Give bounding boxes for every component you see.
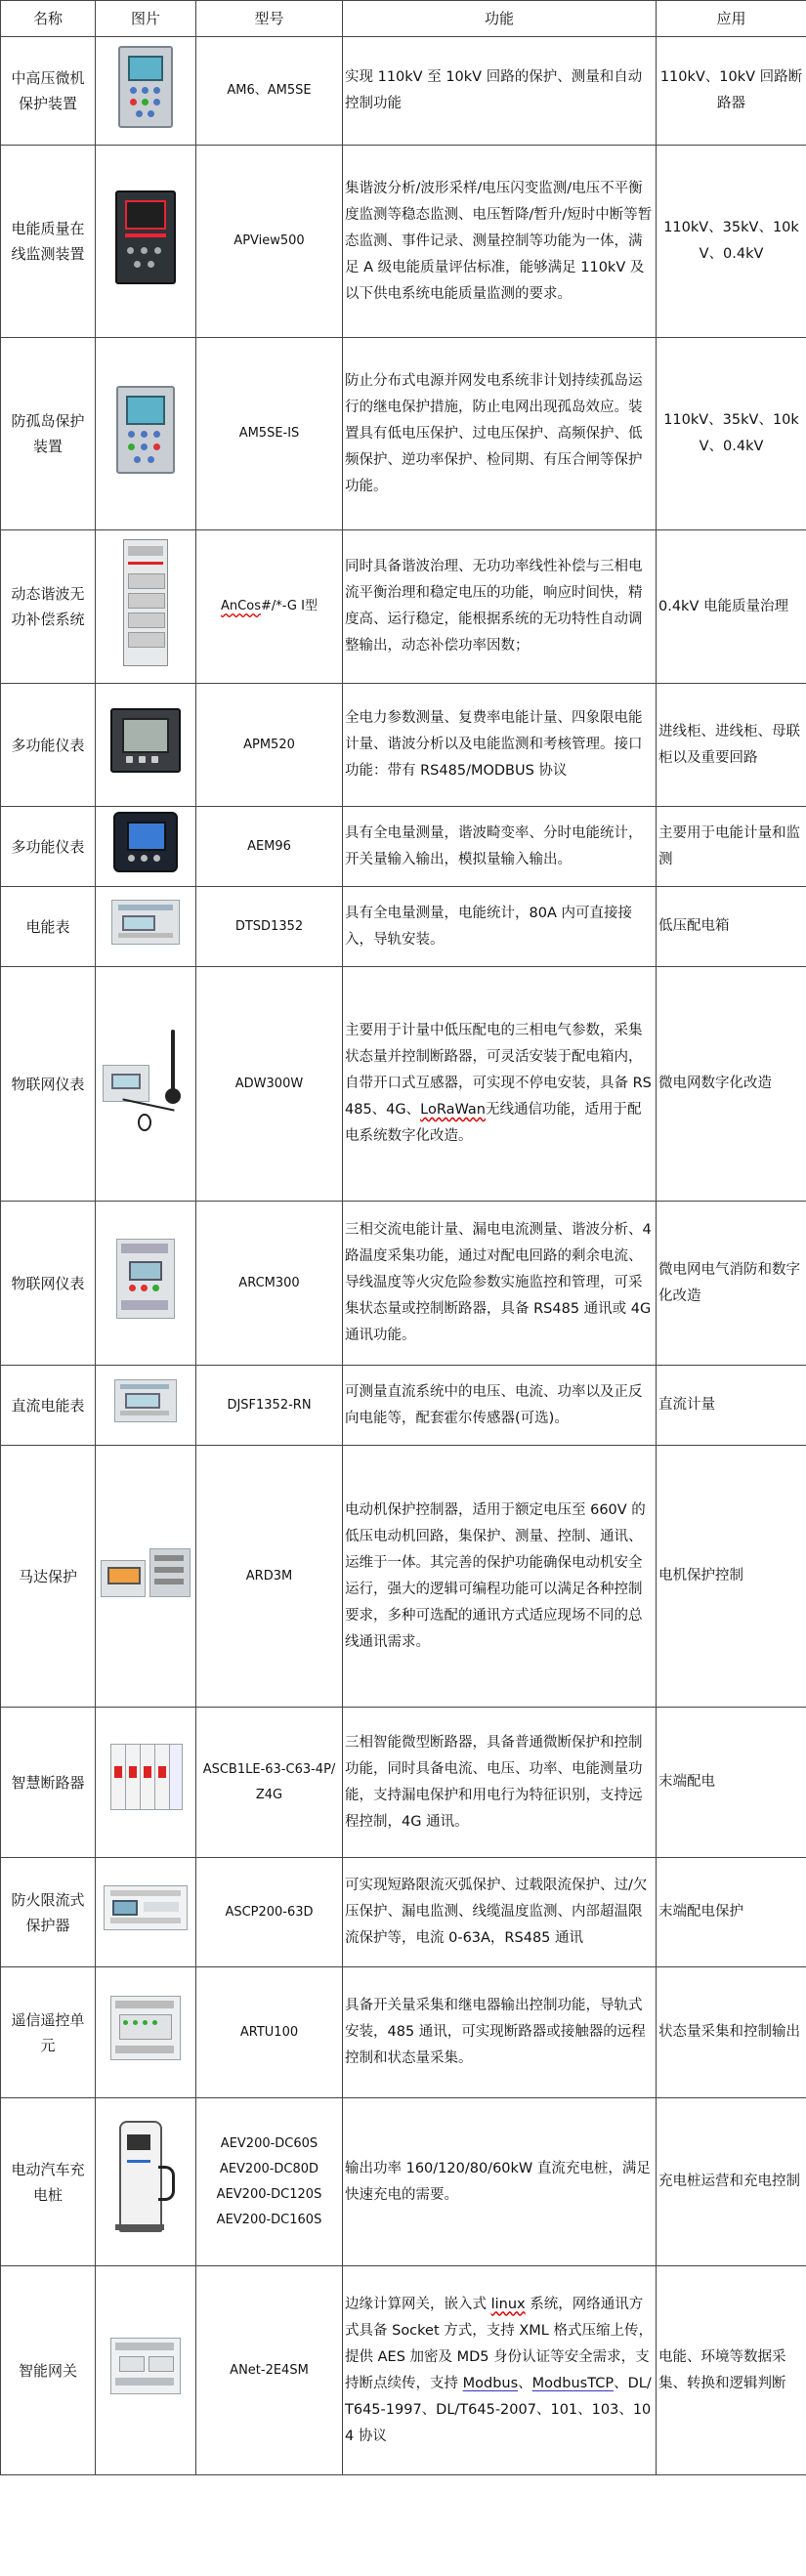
smart-breaker-icon bbox=[96, 1708, 196, 1858]
row-name: 物联网仪表 bbox=[1, 967, 96, 1202]
row-application: 主要用于电能计量和监测 bbox=[657, 807, 806, 887]
row-function: 具备开关量采集和继电器输出控制功能，导轨式安装，485 通讯，可实现断路器或接触器的远程控制和状态量采集。 bbox=[343, 1967, 657, 2098]
header-name: 名称 bbox=[1, 1, 96, 37]
dc-energy-meter-icon bbox=[96, 1366, 196, 1446]
current-limiting-protector-icon bbox=[96, 1858, 196, 1967]
row-function: 三相交流电能计量、漏电电流测量、谐波分析、4 路温度采集功能，通过对配电回路的剩余电流、导线温度等火灾危险参数实施监控和管理，可采集状态量或控制断路器，具备 RS485 通讯或 4G 通讯功能。 bbox=[343, 1202, 657, 1366]
row-name: 智慧断路器 bbox=[1, 1708, 96, 1858]
row-function bbox=[343, 2266, 657, 2475]
header-function: 功能 bbox=[343, 1, 657, 37]
row-model: ARD3M bbox=[196, 1446, 343, 1708]
model-line: AEV200-DC160S bbox=[216, 2212, 322, 2227]
row-application: 末端配电保护 bbox=[657, 1858, 806, 1967]
row-model: APView500 bbox=[196, 146, 343, 338]
row-application: 微电网电气消防和数字化改造 bbox=[657, 1202, 806, 1366]
row-model bbox=[196, 530, 343, 684]
model-line: AEV200-DC80D bbox=[219, 2161, 319, 2176]
row-function: 具有全电量测量，电能统计，80A 内可直接接入，导轨安装。 bbox=[343, 887, 657, 967]
table-row bbox=[1, 807, 806, 887]
row-function: 具有全电量测量，谐波畸变率、分时电能统计，开关量输入输出，模拟量输入输出。 bbox=[343, 807, 657, 887]
table-row bbox=[1, 1708, 806, 1858]
row-name: 多功能仪表 bbox=[1, 684, 96, 807]
row-function: 实现 110kV 至 10kV 回路的保护、测量和自动控制功能 bbox=[343, 37, 657, 146]
row-name: 电动汽车充电桩 bbox=[1, 2098, 96, 2266]
row-function: 可实现短路限流灭弧保护、过载限流保护、过/欠压保护、漏电监测、线缆温度监测、内部超温限流保护等，电流 0-63A，RS485 通讯 bbox=[343, 1858, 657, 1967]
row-model bbox=[196, 2098, 343, 2266]
row-name: 防火限流式保护器 bbox=[1, 1858, 96, 1967]
row-name: 多功能仪表 bbox=[1, 807, 96, 887]
arc-fault-monitor-icon bbox=[96, 1202, 196, 1366]
row-model: AM5SE-IS bbox=[196, 338, 343, 530]
row-application: 0.4kV 电能质量治理 bbox=[657, 530, 806, 684]
table-row bbox=[1, 1366, 806, 1446]
table-row bbox=[1, 1858, 806, 1967]
row-function: 同时具备谐波治理、无功功率线性补偿与三相电流平衡治理和稳定电压的功能，响应时间快，精度高、运行稳定，能根据系统的无功特性自动调整输出，动态补偿功率因数； bbox=[343, 530, 657, 684]
function-text: 、 bbox=[518, 2375, 532, 2391]
lorawan-term: LoRaWan bbox=[420, 1102, 486, 1118]
table-row bbox=[1, 684, 806, 807]
motor-protector-icon bbox=[96, 1446, 196, 1708]
row-name: 电能质量在线监测装置 bbox=[1, 146, 96, 338]
row-name: 物联网仪表 bbox=[1, 1202, 96, 1366]
row-name: 动态谐波无功补偿系统 bbox=[1, 530, 96, 684]
function-text: 系统，网络通讯方式具备 Socket 方式，支持 XML 格式压缩上传，提供 AES 加密及 MD5 身份认证等安全需求，支持断点续传，支持 bbox=[345, 2296, 653, 2391]
model-suffix: #/*-G Ⅰ型 bbox=[260, 599, 318, 613]
row-application: 充电桩运营和充电控制 bbox=[657, 2098, 806, 2266]
header-row bbox=[1, 1, 806, 37]
row-name: 直流电能表 bbox=[1, 1366, 96, 1446]
row-name: 马达保护 bbox=[1, 1446, 96, 1708]
function-text: 、DL/T645-1997、DL/T645-2007、101、103、104 协议 bbox=[345, 2375, 652, 2444]
row-application: 低压配电箱 bbox=[657, 887, 806, 967]
row-function: 全电力参数测量、复费率电能计量、四象限电能计量、谐波分析以及电能监测和考核管理。接口功能：带有 RS485/MODBUS 协议 bbox=[343, 684, 657, 807]
row-model: ASCB1LE-63-C63-4P/Z4G bbox=[196, 1708, 343, 1858]
row-function bbox=[343, 967, 657, 1202]
row-function: 集谐波分析/波形采样/电压闪变监测/电压不平衡度监测等稳态监测、电压暂降/暂升/短时中断等暂态监测、事件记录、测量控制等功能为一体，满足 A 级电能质量评估标准，能够满足 110kV 及以下供电系统电能质量监测的要求。 bbox=[343, 146, 657, 338]
anti-islanding-device-icon bbox=[96, 338, 196, 530]
power-quality-monitor-icon bbox=[96, 146, 196, 338]
row-model: ANet-2E4SM bbox=[196, 2266, 343, 2475]
smart-gateway-icon bbox=[96, 2266, 196, 2475]
row-function: 三相智能微型断路器，具备普通微断保护和控制功能，同时具备电流、电压、功率、电能测量功能，支持漏电保护和用电行为特征识别，支持远程控制，4G 通讯。 bbox=[343, 1708, 657, 1858]
din-rail-energy-meter-icon bbox=[96, 887, 196, 967]
multifunction-meter-icon bbox=[96, 684, 196, 807]
row-model: ASCP200-63D bbox=[196, 1858, 343, 1967]
compensation-cabinet-icon bbox=[96, 530, 196, 684]
row-name: 电能表 bbox=[1, 887, 96, 967]
model-line: AEV200-DC120S bbox=[216, 2186, 322, 2202]
model-line: AEV200-DC60S bbox=[220, 2135, 318, 2151]
remote-io-unit-icon bbox=[96, 1967, 196, 2098]
row-model: AEM96 bbox=[196, 807, 343, 887]
row-application: 直流计量 bbox=[657, 1366, 806, 1446]
modbustcp-term: ModbusTCP bbox=[531, 2375, 615, 2391]
row-model: APM520 bbox=[196, 684, 343, 807]
row-model: DJSF1352-RN bbox=[196, 1366, 343, 1446]
function-text: 边缘计算网关，嵌入式 bbox=[345, 2296, 491, 2312]
function-text: 主要用于计量中低压配电的三相电气参数，采集状态量并控制断路器，可灵活安装于配电箱内，自带开口式互感器，可实现不停电安装，具备 RS485、4G、 bbox=[345, 1023, 652, 1118]
header-model: 型号 bbox=[196, 1, 343, 37]
protection-relay-icon bbox=[96, 37, 196, 146]
row-application: 110kV、35kV、10kV、0.4kV bbox=[657, 146, 806, 338]
row-application: 电能、环境等数据采集、转换和逻辑判断 bbox=[657, 2266, 806, 2475]
table-row bbox=[1, 1967, 806, 2098]
modbus-term: Modbus bbox=[462, 2375, 519, 2391]
row-model: AM6、AM5SE bbox=[196, 37, 343, 146]
row-application: 进线柜、进线柜、母联柜以及重要回路 bbox=[657, 684, 806, 807]
row-application: 110kV、10kV 回路断路器 bbox=[657, 37, 806, 146]
row-name: 防孤岛保护装置 bbox=[1, 338, 96, 530]
table-row bbox=[1, 37, 806, 146]
row-name: 中高压微机保护装置 bbox=[1, 37, 96, 146]
row-model: DTSD1352 bbox=[196, 887, 343, 967]
row-name: 智能网关 bbox=[1, 2266, 96, 2475]
model-prefix: AnCos bbox=[221, 599, 261, 613]
ev-charger-icon bbox=[96, 2098, 196, 2266]
row-model: ARCM300 bbox=[196, 1202, 343, 1366]
row-application: 末端配电 bbox=[657, 1708, 806, 1858]
table-row bbox=[1, 1202, 806, 1366]
table-row bbox=[1, 146, 806, 338]
row-application: 微电网数字化改造 bbox=[657, 967, 806, 1202]
iot-meter-antenna-icon bbox=[96, 967, 196, 1202]
header-application: 应用 bbox=[657, 1, 806, 37]
row-name: 遥信遥控单元 bbox=[1, 1967, 96, 2098]
table-row bbox=[1, 887, 806, 967]
table-row bbox=[1, 338, 806, 530]
row-function: 电动机保护控制器，适用于额定电压至 660V 的低压电动机回路，集保护、测量、控制、通讯、运维于一体。其完善的保护功能确保电动机安全运行，强大的逻辑可编程功能可以满足各种控制要求，多种可选配的通讯方式适应现场不同的总线通讯需求。 bbox=[343, 1446, 657, 1708]
table-row bbox=[1, 2266, 806, 2475]
row-model: ADW300W bbox=[196, 967, 343, 1202]
table-row bbox=[1, 1446, 806, 1708]
row-function: 可测量直流系统中的电压、电流、功率以及正反向电能等，配套霍尔传感器(可选)。 bbox=[343, 1366, 657, 1446]
row-model: ARTU100 bbox=[196, 1967, 343, 2098]
row-application: 110kV、35kV、10kV、0.4kV bbox=[657, 338, 806, 530]
header-image: 图片 bbox=[96, 1, 196, 37]
row-function: 防止分布式电源并网发电系统非计划持续孤岛运行的继电保护措施，防止电网出现孤岛效应。装置具有低电压保护、过电压保护、高频保护、低频保护、逆功率保护、检同期、有压合闸等保护功能。 bbox=[343, 338, 657, 530]
row-application: 电机保护控制 bbox=[657, 1446, 806, 1708]
panel-meter-icon bbox=[96, 807, 196, 887]
linux-term: linux bbox=[490, 2296, 526, 2312]
table-row bbox=[1, 2098, 806, 2266]
row-application: 状态量采集和控制输出 bbox=[657, 1967, 806, 2098]
row-function: 输出功率 160/120/80/60kW 直流充电桩，满足快速充电的需要。 bbox=[343, 2098, 657, 2266]
table-row bbox=[1, 530, 806, 684]
function-text: 无线通信功能，适用于配电系统数字化改造。 bbox=[345, 1102, 642, 1144]
table-row bbox=[1, 967, 806, 1202]
